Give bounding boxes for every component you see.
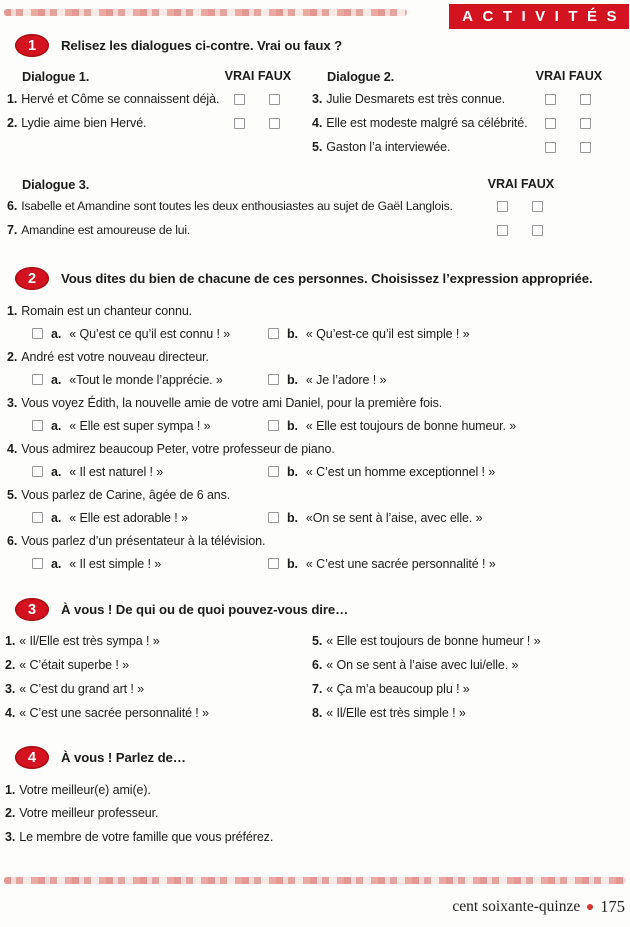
dialogue-3-label: Dialogue 3. — [22, 176, 90, 192]
page-number-words: cent soixante-quinze — [452, 898, 581, 915]
checkbox-option-b[interactable] — [268, 420, 279, 431]
vrai-cell — [485, 201, 520, 212]
faux-cell — [568, 94, 603, 105]
item-text: Elle est modeste malgré sa célébrité. — [326, 116, 528, 130]
dialogue-1-label: Dialogue 1. — [22, 68, 90, 84]
option-a-text: « Il est simple ! » — [69, 556, 162, 571]
dialogues-grid — [0, 57, 630, 159]
item-number: 4. — [312, 116, 323, 130]
statement-text: Vous admirez beaucoup Peter, votre professeur de piano. — [21, 441, 335, 456]
activity-4-list — [0, 769, 630, 849]
vrai-cell — [485, 225, 520, 236]
dialogue-item — [7, 111, 292, 135]
option-b-label: b. — [287, 510, 298, 525]
item-text: Amandine est amoureuse de lui. — [21, 223, 191, 237]
faux-cell — [520, 225, 555, 236]
option-a-text: « Elle est adorable ! » — [69, 510, 188, 525]
dialogue-1-block — [7, 65, 292, 159]
statement-text: Romain est un chanteur connu. — [21, 303, 193, 318]
option-b-label: b. — [287, 326, 298, 341]
decorative-red-line-bottom — [4, 877, 626, 884]
checkbox-option-a[interactable] — [32, 512, 43, 523]
option-b-label: b. — [287, 464, 298, 479]
option-b-text: «On se sent à l’aise, avec elle. » — [305, 510, 483, 525]
page-footer — [452, 897, 625, 917]
item-number: 7. — [312, 682, 323, 696]
statement-text: Vous parlez de Carine, âgée de 6 ans. — [21, 487, 231, 502]
list-item — [312, 701, 630, 725]
option-a-text: « Il est naturel ! » — [69, 464, 164, 479]
vrai-column-header: VRAI — [487, 177, 518, 191]
item-number: 5. — [7, 487, 18, 502]
dialogue-item — [7, 218, 555, 242]
item-number: 3. — [5, 829, 16, 844]
option-b-text: « Qu’est-ce qu’il est simple ! » — [305, 326, 470, 341]
item-number: 6. — [7, 533, 18, 548]
list-item — [5, 825, 630, 849]
checkbox-option-b[interactable] — [268, 466, 279, 477]
option-a — [32, 419, 268, 433]
option-a — [32, 511, 268, 525]
option-a-text: « Elle est super sympa ! » — [69, 418, 211, 433]
option-a-text: «Tout le monde l’apprécie. » — [69, 372, 223, 387]
question-item — [7, 345, 630, 391]
checkbox-faux[interactable] — [580, 118, 591, 129]
list-item — [5, 701, 312, 725]
item-text: Gaston l’a interviewée. — [326, 140, 451, 154]
faux-column-header: FAUX — [520, 177, 555, 191]
vrai-cell — [222, 94, 257, 105]
option-a-label: a. — [51, 464, 62, 479]
item-text: « C’est une sacrée personnalité ! » — [19, 706, 209, 720]
option-b-text: « C’est une sacrée personnalité ! » — [305, 556, 496, 571]
item-text: « On se sent à l’aise avec lui/elle. » — [326, 658, 519, 672]
activity-3-title: À vous ! De qui ou de quoi pouvez-vous dire… — [61, 602, 349, 617]
checkbox-faux[interactable] — [269, 118, 280, 129]
item-number: 1. — [7, 303, 18, 318]
item-number: 1. — [7, 92, 18, 106]
activity-2-title: Vous dites du bien de chacune de ces personnes. Choisissez l’expression appropriée. — [61, 271, 593, 286]
checkbox-option-a[interactable] — [32, 328, 43, 339]
option-a — [32, 327, 268, 341]
item-number: 2. — [7, 349, 18, 364]
checkbox-vrai[interactable] — [497, 225, 508, 236]
question-item — [7, 299, 630, 345]
faux-cell — [257, 94, 292, 105]
item-number: 6. — [7, 199, 18, 213]
list-item — [312, 629, 630, 653]
option-a-text: « Qu’est ce qu’il est connu ! » — [69, 326, 231, 341]
vrai-cell — [533, 142, 568, 153]
list-item — [5, 778, 630, 802]
item-text: Hervé et Côme se connaissent déjà. — [21, 92, 220, 106]
item-text: Julie Desmarets est très connue. — [326, 92, 506, 106]
checkbox-vrai[interactable] — [234, 118, 245, 129]
activity-4-number: 4 — [28, 749, 36, 766]
item-number: 8. — [312, 706, 323, 720]
page-bullet-icon — [587, 904, 593, 910]
option-b — [268, 327, 469, 341]
dialogue-item — [7, 87, 292, 111]
item-number: 2. — [7, 116, 18, 130]
activity-3-right-column — [312, 629, 630, 725]
option-b — [268, 373, 386, 387]
item-number: 4. — [5, 706, 16, 720]
option-a-label: a. — [51, 326, 62, 341]
statement-text: Vous voyez Édith, la nouvelle amie de votre ami Daniel, pour la première fois. — [21, 395, 443, 410]
activity-3-badge — [15, 598, 49, 621]
checkbox-vrai[interactable] — [545, 142, 556, 153]
option-a-label: a. — [51, 372, 62, 387]
statement — [7, 391, 630, 414]
faux-column-header: FAUX — [568, 69, 603, 83]
option-b-label: b. — [287, 556, 298, 571]
statement-text: André est votre nouveau directeur. — [21, 349, 209, 364]
item-number: 5. — [312, 140, 323, 154]
dialogue-item — [312, 87, 603, 111]
list-item — [5, 802, 630, 826]
item-number: 2. — [5, 806, 16, 821]
activites-banner — [449, 4, 629, 29]
option-b — [268, 419, 516, 433]
statement — [7, 345, 630, 368]
checkbox-faux[interactable] — [532, 225, 543, 236]
item-text: Votre meilleur(e) ami(e). — [19, 782, 151, 797]
statement — [7, 483, 630, 506]
checkbox-option-a[interactable] — [32, 558, 43, 569]
activity-2 — [0, 267, 630, 575]
option-a — [32, 557, 268, 571]
item-number: 4. — [7, 441, 18, 456]
activity-3-left-column — [5, 629, 312, 725]
options-row — [7, 322, 630, 345]
item-text: Lydie aime bien Hervé. — [21, 116, 147, 130]
option-a-label: a. — [51, 510, 62, 525]
item-text: Votre meilleur professeur. — [19, 806, 159, 821]
options-row — [7, 414, 630, 437]
statement — [7, 299, 630, 322]
question-item — [7, 391, 630, 437]
item-text: Le membre de votre famille que vous préférez. — [19, 829, 274, 844]
checkbox-option-b[interactable] — [268, 328, 279, 339]
dialogue-3-block — [0, 174, 555, 242]
option-b-label: b. — [287, 418, 298, 433]
option-a — [32, 465, 268, 479]
activity-4-title: À vous ! Parlez de… — [61, 750, 186, 765]
activity-3-list — [0, 621, 630, 725]
item-text: « C’était superbe ! » — [19, 658, 130, 672]
checkbox-faux[interactable] — [269, 94, 280, 105]
activity-2-badge — [15, 267, 49, 290]
statement-text: Vous parlez d’un présentateur à la télévision. — [21, 533, 266, 548]
vrai-column-header: VRAI — [535, 69, 566, 83]
checkbox-faux[interactable] — [532, 201, 543, 212]
list-item — [312, 653, 630, 677]
dialogue-2-head — [312, 65, 603, 87]
activity-3 — [0, 598, 630, 725]
item-number: 3. — [7, 395, 18, 410]
activity-4 — [0, 746, 630, 849]
activity-3-number: 3 — [28, 601, 36, 618]
dialogue-item — [7, 194, 555, 218]
item-number: 3. — [5, 682, 16, 696]
faux-column-header: FAUX — [257, 69, 292, 83]
item-number: 6. — [312, 658, 323, 672]
statement — [7, 529, 630, 552]
item-number: 1. — [5, 782, 16, 797]
checkbox-vrai[interactable] — [497, 201, 508, 212]
option-b-label: b. — [287, 372, 298, 387]
activity-2-header — [0, 267, 630, 290]
faux-cell — [568, 118, 603, 129]
item-text: « Il/Elle est très sympa ! » — [19, 634, 160, 648]
item-text: « Ça m’a beaucoup plu ! » — [326, 682, 470, 696]
activity-1 — [0, 34, 630, 242]
item-number: 2. — [5, 658, 16, 672]
faux-cell — [520, 201, 555, 212]
list-item — [5, 629, 312, 653]
vrai-column-header: VRAI — [224, 69, 255, 83]
question-item — [7, 529, 630, 575]
checkbox-option-a[interactable] — [32, 374, 43, 385]
options-row — [7, 506, 630, 529]
item-text: Isabelle et Amandine sont toutes les deux enthousiastes au sujet de Gaël Langlois. — [21, 199, 453, 213]
activity-1-number: 1 — [28, 37, 36, 54]
activity-3-header — [0, 598, 630, 621]
dialogue-item — [312, 111, 603, 135]
statement — [7, 437, 630, 460]
activity-1-badge — [15, 34, 49, 57]
checkbox-option-b[interactable] — [268, 558, 279, 569]
options-row — [7, 368, 630, 391]
option-b — [268, 465, 495, 479]
checkbox-faux[interactable] — [580, 94, 591, 105]
checkbox-option-a[interactable] — [32, 466, 43, 477]
item-text: « Il/Elle est très simple ! » — [326, 706, 466, 720]
option-a-label: a. — [51, 418, 62, 433]
checkbox-option-b[interactable] — [268, 512, 279, 523]
activity-2-list — [0, 290, 630, 575]
vrai-cell — [533, 118, 568, 129]
list-item — [5, 653, 312, 677]
activity-1-header — [0, 34, 630, 57]
list-item — [312, 677, 630, 701]
item-text: « C’est du grand art ! » — [19, 682, 144, 696]
checkbox-vrai[interactable] — [234, 94, 245, 105]
option-b-text: « Elle est toujours de bonne humeur. » — [305, 418, 517, 433]
activity-4-header — [0, 746, 630, 769]
option-a-label: a. — [51, 556, 62, 571]
dialogue-item — [312, 135, 603, 159]
option-b-text: « C’est un homme exceptionnel ! » — [305, 464, 496, 479]
vrai-cell — [533, 94, 568, 105]
decorative-red-line-top — [4, 9, 407, 16]
option-b-text: « Je l’adore ! » — [305, 372, 387, 387]
item-text: « Elle est toujours de bonne humeur ! » — [326, 634, 541, 648]
dialogue-3-head — [7, 174, 555, 194]
vrai-cell — [222, 118, 257, 129]
option-a — [32, 373, 268, 387]
checkbox-option-b[interactable] — [268, 374, 279, 385]
option-b — [268, 557, 496, 571]
dialogue-1-head — [7, 65, 292, 87]
list-item — [5, 677, 312, 701]
checkbox-vrai[interactable] — [545, 94, 556, 105]
faux-cell — [568, 142, 603, 153]
checkbox-vrai[interactable] — [545, 118, 556, 129]
options-row — [7, 460, 630, 483]
faux-cell — [257, 118, 292, 129]
page-number: 175 — [600, 897, 625, 916]
activity-4-badge — [15, 746, 49, 769]
dialogue-2-block — [312, 65, 603, 159]
item-number: 1. — [5, 634, 16, 648]
activity-2-number: 2 — [28, 270, 36, 287]
item-number: 5. — [312, 634, 323, 648]
activity-1-title: Relisez les dialogues ci-contre. Vrai ou faux ? — [61, 38, 343, 53]
question-item — [7, 483, 630, 529]
question-item — [7, 437, 630, 483]
checkbox-faux[interactable] — [580, 142, 591, 153]
dialogue-2-label: Dialogue 2. — [327, 68, 395, 84]
checkbox-option-a[interactable] — [32, 420, 43, 431]
activites-banner-label: ACTIVITÉS — [462, 8, 626, 25]
option-b — [268, 511, 482, 525]
item-number: 7. — [7, 223, 18, 237]
options-row — [7, 552, 630, 575]
item-number: 3. — [312, 92, 323, 106]
